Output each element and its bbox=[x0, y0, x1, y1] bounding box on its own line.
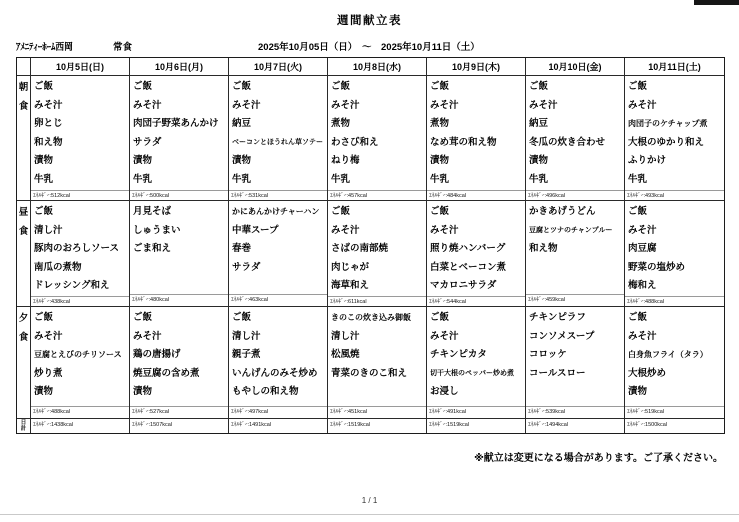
meal-label-char: 食 bbox=[18, 100, 29, 112]
day-header: 10月10日(金) bbox=[526, 58, 625, 76]
menu-cell-lunch bbox=[625, 201, 724, 307]
menu-item: 肉団子のケチャップ煮 bbox=[628, 119, 708, 129]
meal-label-char: 食 bbox=[18, 331, 29, 343]
menu-item: 牛乳 bbox=[331, 173, 351, 185]
menu-item: 中華スープ bbox=[232, 224, 279, 236]
menu-item: 漬物 bbox=[232, 155, 252, 167]
menu-item: みそ汁 bbox=[430, 99, 459, 111]
menu-item: 鶏の唐揚げ bbox=[133, 349, 181, 361]
menu-item: 和え物 bbox=[529, 243, 558, 255]
energy-line: ｴﾈﾙｷﾞｰ:531kcal bbox=[229, 190, 327, 201]
day-header: 10月9日(木) bbox=[427, 58, 526, 76]
menu-item: 牛乳 bbox=[430, 173, 450, 185]
menu-item: 牛乳 bbox=[34, 173, 54, 185]
menu-item: 冬瓜の炊き合わせ bbox=[529, 136, 606, 148]
menu-cell-breakfast bbox=[526, 76, 625, 201]
meal-label-breakfast bbox=[17, 76, 31, 201]
energy-line: ｴﾈﾙｷﾞｰ:480kcal bbox=[130, 294, 228, 306]
menu-item: 春巻 bbox=[232, 243, 252, 255]
facility-name: ｱﾒﾆﾃｨｰﾎｰﾑ西岡 bbox=[16, 42, 73, 53]
scan-artifact-top bbox=[694, 0, 739, 5]
meal-label-char: 夕 bbox=[18, 313, 29, 324]
footer-note: ※献立は変更になる場合があります。ご了承ください。 bbox=[474, 453, 723, 464]
energy-line: ｴﾈﾙｷﾞｰ:457kcal bbox=[328, 190, 426, 201]
energy-line: ｴﾈﾙｷﾞｰ:527kcal bbox=[130, 406, 228, 418]
menu-item: みそ汁 bbox=[34, 99, 63, 111]
menu-item: マカロニサラダ bbox=[430, 280, 497, 292]
energy-line: ｴﾈﾙｷﾞｰ:451kcal bbox=[328, 406, 426, 418]
menu-item: 南瓜の煮物 bbox=[34, 261, 82, 273]
menu-item: ご飯 bbox=[331, 206, 351, 217]
menu-item: お浸し bbox=[430, 386, 459, 398]
menu-item: 野菜の塩炒め bbox=[628, 261, 686, 273]
menu-item: 照り焼ハンバーグ bbox=[430, 243, 506, 255]
menu-item: 牛乳 bbox=[628, 173, 648, 185]
menu-item: ご飯 bbox=[628, 312, 648, 323]
menu-item: ご飯 bbox=[628, 206, 648, 217]
daily-total-cell: ｴﾈﾙｷﾞｰ:1507kcal bbox=[130, 419, 229, 433]
menu-item: みそ汁 bbox=[430, 224, 459, 236]
menu-item: 肉豆腐 bbox=[628, 243, 657, 255]
menu-item: みそ汁 bbox=[529, 99, 558, 111]
menu-item: コンソメスープ bbox=[529, 330, 595, 342]
menu-cell-lunch bbox=[130, 201, 229, 307]
energy-line: ｴﾈﾙｷﾞｰ:512kcal bbox=[31, 190, 129, 201]
energy-line: ｴﾈﾙｷﾞｰ:500kcal bbox=[130, 190, 228, 201]
menu-item: 白身魚フライ（タラ） bbox=[628, 350, 708, 360]
menu-items bbox=[427, 76, 525, 190]
menu-item: ご飯 bbox=[529, 81, 549, 92]
menu-item: 牛乳 bbox=[133, 173, 153, 185]
menu-item: ご飯 bbox=[430, 312, 450, 323]
menu-item: 豆腐とえびのチリソース bbox=[34, 350, 122, 360]
menu-cell-breakfast bbox=[328, 76, 427, 201]
menu-items bbox=[625, 76, 724, 190]
menu-items bbox=[31, 201, 129, 296]
menu-item: みそ汁 bbox=[331, 99, 360, 111]
menu-item: コロッケ bbox=[529, 349, 567, 361]
energy-line: ｴﾈﾙｷﾞｰ:496kcal bbox=[526, 190, 624, 201]
menu-items bbox=[31, 307, 129, 406]
energy-line: ｴﾈﾙｷﾞｰ:484kcal bbox=[427, 190, 525, 201]
menu-item: きのこの炊き込み御飯 bbox=[331, 313, 411, 322]
menu-items bbox=[328, 76, 426, 190]
menu-item: みそ汁 bbox=[34, 330, 63, 342]
menu-item: 肉じゃが bbox=[331, 261, 370, 273]
menu-item: 漬物 bbox=[628, 386, 648, 398]
energy-line: ｴﾈﾙｷﾞｰ:463kcal bbox=[229, 294, 327, 306]
menu-item: 梅和え bbox=[628, 280, 657, 292]
menu-item: 牛乳 bbox=[529, 173, 549, 185]
corner-cell bbox=[17, 58, 31, 76]
menu-cell-dinner bbox=[328, 307, 427, 419]
daily-total-cell: ｴﾈﾙｷﾞｰ:1494kcal bbox=[526, 419, 625, 433]
menu-items bbox=[130, 307, 228, 406]
menu-item: ご飯 bbox=[430, 81, 450, 92]
menu-items bbox=[625, 307, 724, 406]
day-header: 10月7日(火) bbox=[229, 58, 328, 76]
energy-line: ｴﾈﾙｷﾞｰ:497kcal bbox=[229, 406, 327, 418]
energy-line: ｴﾈﾙｷﾞｰ:544kcal bbox=[427, 296, 525, 307]
menu-item: 豆腐とツナのチャンプルー bbox=[529, 226, 613, 234]
menu-item: わさび和え bbox=[331, 136, 379, 148]
menu-cell-lunch bbox=[328, 201, 427, 307]
menu-item: 月見そば bbox=[133, 206, 172, 217]
menu-cell-dinner bbox=[625, 307, 724, 419]
menu-item: いんげんのみそ炒め bbox=[232, 367, 318, 379]
menu-item: ねり梅 bbox=[331, 155, 360, 167]
menu-item: かにあんかけチャーハン bbox=[232, 207, 320, 216]
daily-total-cell: ｴﾈﾙｷﾞｰ:1491kcal bbox=[229, 419, 328, 433]
meal-label-dinner bbox=[17, 307, 31, 419]
menu-cell-breakfast bbox=[130, 76, 229, 201]
menu-item: 切干大根のペッパー炒め煮 bbox=[430, 369, 514, 377]
page-number: 1 / 1 bbox=[361, 496, 378, 505]
menu-items bbox=[229, 201, 327, 294]
menu-item: 清し汁 bbox=[34, 224, 63, 236]
menu-cell-dinner bbox=[526, 307, 625, 419]
menu-item: 親子煮 bbox=[232, 349, 261, 361]
energy-line: ｴﾈﾙｷﾞｰ:488kcal bbox=[31, 406, 129, 418]
meal-label-char: 昼 bbox=[18, 207, 29, 218]
energy-line: ｴﾈﾙｷﾞｰ:519kcal bbox=[625, 406, 724, 418]
menu-item: サラダ bbox=[232, 261, 261, 273]
daily-total-cell: ｴﾈﾙｷﾞｰ:1519kcal bbox=[427, 419, 526, 433]
menu-item: チキンピラフ bbox=[529, 312, 586, 323]
menu-item: 松風焼 bbox=[331, 349, 360, 361]
menu-item: ふりかけ bbox=[628, 155, 667, 167]
menu-cell-dinner bbox=[130, 307, 229, 419]
menu-items bbox=[328, 307, 426, 406]
menu-items bbox=[427, 201, 525, 296]
energy-line: ｴﾈﾙｷﾞｰ:539kcal bbox=[526, 406, 624, 418]
menu-item: ご飯 bbox=[34, 206, 54, 217]
diet-type-label: 常食 bbox=[113, 42, 133, 53]
menu-item: ご飯 bbox=[628, 81, 648, 92]
menu-item: 清し汁 bbox=[331, 330, 360, 342]
daily-total-cell: ｴﾈﾙｷﾞｰ:1438kcal bbox=[31, 419, 130, 433]
menu-item: 清し汁 bbox=[232, 330, 261, 342]
menu-item: ご飯 bbox=[232, 81, 252, 92]
menu-item: 納豆 bbox=[232, 118, 252, 130]
menu-item: 煮物 bbox=[430, 118, 450, 130]
menu-item: みそ汁 bbox=[133, 330, 162, 342]
menu-item: 漬物 bbox=[133, 155, 153, 167]
menu-item: 大根のゆかり和え bbox=[628, 136, 705, 148]
menu-item: ご飯 bbox=[34, 81, 54, 92]
menu-items bbox=[526, 307, 624, 406]
menu-items bbox=[130, 201, 228, 294]
meal-label-lunch bbox=[17, 201, 31, 307]
menu-items bbox=[328, 201, 426, 296]
menu-item: みそ汁 bbox=[628, 224, 657, 236]
menu-item: ご飯 bbox=[430, 206, 450, 217]
menu-item: 納豆 bbox=[529, 118, 549, 130]
menu-item: 卵とじ bbox=[34, 118, 63, 130]
daily-total-cell: ｴﾈﾙｷﾞｰ:1519kcal bbox=[328, 419, 427, 433]
menu-item: 焼豆腐の含め煮 bbox=[133, 367, 200, 379]
menu-item: もやしの和え物 bbox=[232, 386, 299, 398]
menu-items bbox=[526, 201, 624, 294]
menu-cell-breakfast bbox=[427, 76, 526, 201]
menu-item: ごま和え bbox=[133, 243, 172, 255]
menu-item: 豚肉のおろしソース bbox=[34, 243, 120, 255]
menu-item: ベーコンとほうれん草ソテー bbox=[232, 138, 323, 146]
menu-cell-dinner bbox=[31, 307, 130, 419]
menu-item: ご飯 bbox=[133, 81, 153, 92]
menu-cell-lunch bbox=[427, 201, 526, 307]
menu-cell-lunch bbox=[229, 201, 328, 307]
menu-item: 和え物 bbox=[34, 136, 63, 148]
menu-items bbox=[427, 307, 525, 406]
meal-label-char: 朝 bbox=[18, 82, 29, 93]
energy-line: ｴﾈﾙｷﾞｰ:611kcal bbox=[328, 296, 426, 307]
menu-item: ご飯 bbox=[34, 312, 54, 323]
day-header: 10月11日(土) bbox=[625, 58, 724, 76]
menu-cell-lunch bbox=[31, 201, 130, 307]
menu-item: 漬物 bbox=[133, 386, 153, 398]
weekly-menu-table bbox=[16, 57, 725, 434]
menu-item: コールスロー bbox=[529, 367, 586, 379]
menu-items bbox=[130, 76, 228, 190]
menu-items bbox=[526, 76, 624, 190]
menu-item: チキンピカタ bbox=[430, 349, 487, 361]
menu-item: 漬物 bbox=[430, 155, 450, 167]
menu-cell-lunch bbox=[526, 201, 625, 307]
menu-cell-dinner bbox=[229, 307, 328, 419]
menu-item: みそ汁 bbox=[133, 99, 162, 111]
menu-cell-breakfast bbox=[625, 76, 724, 201]
menu-item: なめ茸の和え物 bbox=[430, 136, 497, 148]
menu-item: 牛乳 bbox=[232, 173, 252, 185]
menu-items bbox=[625, 201, 724, 296]
menu-item: ご飯 bbox=[232, 312, 252, 323]
menu-cell-breakfast bbox=[229, 76, 328, 201]
menu-item: しゅうまい bbox=[133, 224, 181, 236]
menu-item: 青菜のきのこ和え bbox=[331, 367, 408, 379]
day-header: 10月6日(月) bbox=[130, 58, 229, 76]
menu-item: サラダ bbox=[133, 136, 162, 148]
menu-items bbox=[31, 76, 129, 190]
menu-item: 大根炒め bbox=[628, 367, 667, 379]
day-header: 10月5日(日) bbox=[31, 58, 130, 76]
menu-item: みそ汁 bbox=[232, 99, 261, 111]
page-title: 週間献立表 bbox=[337, 15, 402, 27]
total-label-char: 計 bbox=[20, 426, 27, 433]
total-label-char: 日 bbox=[20, 420, 27, 426]
menu-item: さばの南部焼 bbox=[331, 243, 389, 255]
energy-line: ｴﾈﾙｷﾞｰ:493kcal bbox=[625, 190, 724, 201]
menu-item: 肉団子野菜あんかけ bbox=[133, 118, 219, 130]
menu-item: ご飯 bbox=[331, 81, 351, 92]
scan-artifact-bottom bbox=[0, 514, 739, 515]
menu-item: 漬物 bbox=[529, 155, 549, 167]
menu-items bbox=[229, 307, 327, 406]
menu-item: ドレッシング和え bbox=[34, 280, 110, 292]
menu-item: 漬物 bbox=[34, 386, 54, 398]
date-range: 2025年10月05日（日） ～ 2025年10月11日（土） bbox=[258, 42, 480, 53]
menu-item: 炒り煮 bbox=[34, 367, 63, 379]
day-header: 10月8日(水) bbox=[328, 58, 427, 76]
menu-item: みそ汁 bbox=[430, 330, 459, 342]
menu-item: みそ汁 bbox=[628, 99, 657, 111]
menu-item: かきあげうどん bbox=[529, 206, 596, 217]
menu-items bbox=[229, 76, 327, 190]
energy-line: ｴﾈﾙｷﾞｰ:491kcal bbox=[427, 406, 525, 418]
menu-item: 漬物 bbox=[34, 155, 54, 167]
daily-total-cell: ｴﾈﾙｷﾞｰ:1500kcal bbox=[627, 422, 668, 428]
menu-item: みそ汁 bbox=[331, 224, 360, 236]
menu-item: 白菜とベーコン煮 bbox=[430, 261, 507, 273]
energy-line: ｴﾈﾙｷﾞｰ:438kcal bbox=[31, 296, 129, 307]
menu-item: 海草和え bbox=[331, 280, 370, 292]
energy-line: ｴﾈﾙｷﾞｰ:488kcal bbox=[625, 296, 724, 307]
menu-cell-dinner bbox=[427, 307, 526, 419]
menu-item: ご飯 bbox=[133, 312, 153, 323]
energy-line: ｴﾈﾙｷﾞｰ:459kcal bbox=[526, 294, 624, 306]
menu-cell-breakfast bbox=[31, 76, 130, 201]
daily-total-label bbox=[17, 419, 31, 433]
menu-item: みそ汁 bbox=[628, 330, 657, 342]
menu-item: 煮物 bbox=[331, 118, 351, 130]
meal-label-char: 食 bbox=[18, 225, 29, 237]
